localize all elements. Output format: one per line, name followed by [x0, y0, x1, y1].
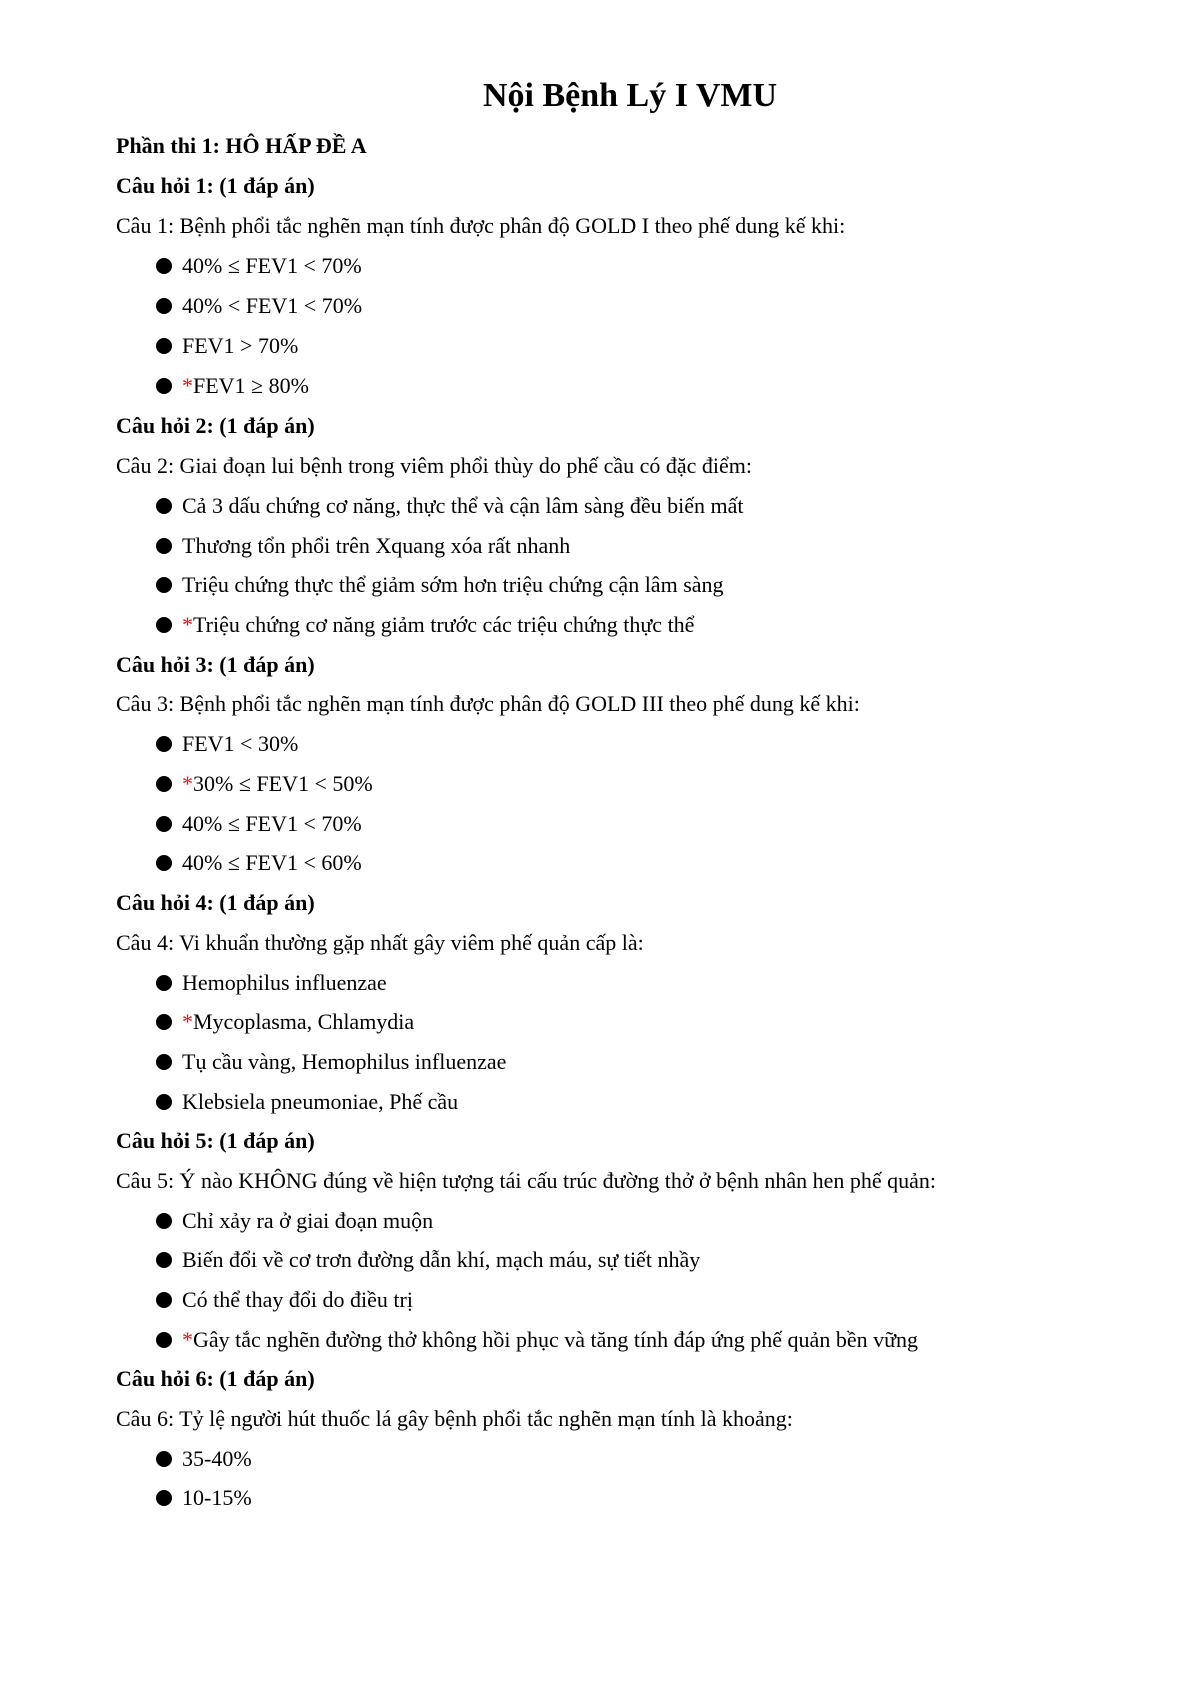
bullet-icon — [156, 1213, 172, 1229]
correct-marker: * — [182, 612, 193, 637]
bullet-icon — [156, 577, 172, 593]
answer-option: Thương tổn phổi trên Xquang xóa rất nhanh — [156, 530, 570, 562]
answer-option: FEV1 < 30% — [156, 728, 298, 760]
bullet-icon — [156, 1054, 172, 1070]
question-header: Câu hỏi 4: (1 đáp án) — [116, 890, 315, 915]
question-header: Câu hỏi 6: (1 đáp án) — [116, 1366, 315, 1391]
bullet-icon — [156, 816, 172, 832]
answer-option: 10-15% — [156, 1482, 252, 1514]
answer-option: 35-40% — [156, 1443, 252, 1475]
bullet-icon — [156, 1094, 172, 1110]
answer-option: Triệu chứng thực thể giảm sớm hơn triệu chứng cận lâm sàng — [156, 569, 724, 601]
bullet-icon — [156, 538, 172, 554]
correct-marker: * — [182, 771, 193, 796]
bullet-icon — [156, 258, 172, 274]
bullet-icon — [156, 1014, 172, 1030]
bullet-icon — [156, 378, 172, 394]
answer-option-correct: *FEV1 ≥ 80% — [156, 370, 309, 402]
answer-option-correct: *Gây tắc nghẽn đường thở không hồi phục và tăng tính đáp ứng phế quản bền vững — [156, 1324, 918, 1356]
question-text: Câu 6: Tỷ lệ người hút thuốc lá gây bệnh phổi tắc nghẽn mạn tính là khoảng: — [116, 1406, 793, 1431]
bullet-icon — [156, 298, 172, 314]
question-header: Câu hỏi 3: (1 đáp án) — [116, 652, 315, 677]
bullet-icon — [156, 1490, 172, 1506]
answer-option: 40% ≤ FEV1 < 60% — [156, 847, 362, 879]
section-heading: Phần thi 1: HÔ HẤP ĐỀ A — [116, 133, 367, 158]
question-header: Câu hỏi 2: (1 đáp án) — [116, 413, 315, 438]
correct-marker: * — [182, 373, 193, 398]
answer-option: Hemophilus influenzae — [156, 967, 387, 999]
question-text: Câu 3: Bệnh phổi tắc nghẽn mạn tính được phân độ GOLD III theo phế dung kế khi: — [116, 691, 860, 716]
question-text: Câu 1: Bệnh phổi tắc nghẽn mạn tính được phân độ GOLD I theo phế dung kế khi: — [116, 213, 846, 238]
bullet-icon — [156, 1252, 172, 1268]
bullet-icon — [156, 975, 172, 991]
answer-option: Tụ cầu vàng, Hemophilus influenzae — [156, 1046, 506, 1078]
answer-option-correct: *Mycoplasma, Chlamydia — [156, 1006, 414, 1038]
document-title: Nội Bệnh Lý I VMU — [482, 77, 778, 114]
bullet-icon — [156, 776, 172, 792]
correct-marker: * — [182, 1327, 193, 1352]
bullet-icon — [156, 338, 172, 354]
answer-option-correct: *30% ≤ FEV1 < 50% — [156, 768, 373, 800]
question-text: Câu 4: Vi khuẩn thường gặp nhất gây viêm phế quản cấp là: — [116, 930, 644, 955]
answer-option: 40% ≤ FEV1 < 70% — [156, 250, 362, 282]
answer-option: Cả 3 dấu chứng cơ năng, thực thể và cận lâm sàng đều biến mất — [156, 490, 743, 522]
bullet-icon — [156, 1451, 172, 1467]
bullet-icon — [156, 855, 172, 871]
bullet-icon — [156, 1332, 172, 1348]
bullet-icon — [156, 617, 172, 633]
answer-option: Biến đổi về cơ trơn đường dẫn khí, mạch máu, sự tiết nhầy — [156, 1244, 700, 1276]
bullet-icon — [156, 1292, 172, 1308]
answer-option-correct: *Triệu chứng cơ năng giảm trước các triệu chứng thực thể — [156, 609, 694, 641]
answer-option: Klebsiela pneumoniae, Phế cầu — [156, 1086, 458, 1118]
answer-option: Có thể thay đổi do điều trị — [156, 1284, 413, 1316]
answer-option: Chỉ xảy ra ở giai đoạn muộn — [156, 1205, 433, 1237]
question-header: Câu hỏi 5: (1 đáp án) — [116, 1128, 315, 1153]
question-text: Câu 5: Ý nào KHÔNG đúng về hiện tượng tái cấu trúc đường thở ở bệnh nhân hen phế quản: — [116, 1168, 937, 1193]
question-text: Câu 2: Giai đoạn lui bệnh trong viêm phổi thùy do phế cầu có đặc điểm: — [116, 453, 753, 478]
answer-option: FEV1 > 70% — [156, 330, 298, 362]
correct-marker: * — [182, 1009, 193, 1034]
bullet-icon — [156, 736, 172, 752]
question-header: Câu hỏi 1: (1 đáp án) — [116, 173, 315, 198]
answer-option: 40% < FEV1 < 70% — [156, 290, 362, 322]
bullet-icon — [156, 498, 172, 514]
answer-option: 40% ≤ FEV1 < 70% — [156, 808, 362, 840]
